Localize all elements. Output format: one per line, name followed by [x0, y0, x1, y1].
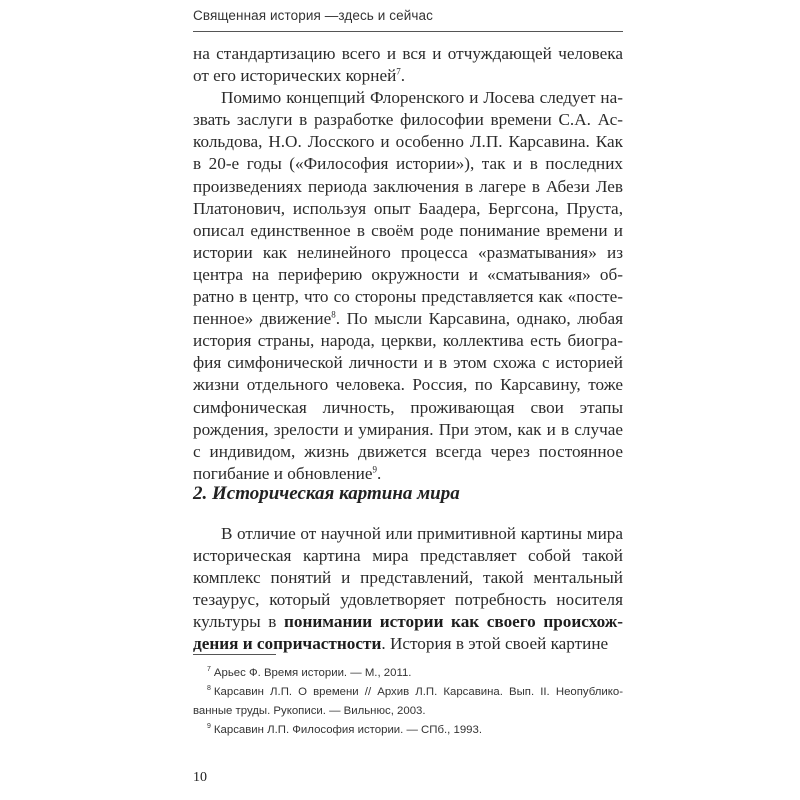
paragraph-karsavin: [193, 87, 623, 485]
paragraph-karsavin-end: .: [376, 463, 382, 483]
paragraph-continued-end: .: [400, 66, 406, 86]
section-text-end: . История в этой своей картине: [381, 634, 609, 654]
book-page: [193, 0, 623, 800]
section-body: [193, 523, 623, 656]
body-text: [193, 43, 623, 485]
footnote-8: [193, 683, 623, 721]
page-number: 10: [193, 770, 207, 785]
footnote-7: [193, 664, 623, 683]
footnote-text: Карсавин Л.П. О времени // Архив Л.П. Карсавина. Вып. II. Неопубликованные труды. Рукописи. — Вильнюс, 2003.: [193, 686, 623, 717]
footnote-ref-7: 7: [396, 66, 401, 77]
footnotes: [193, 664, 623, 740]
footnote-text: Арьес Ф. Время истории. — М., 2011.: [213, 667, 412, 679]
paragraph-karsavin-text-2: . По мысли Карсавина, однако, любая история страны, народа, церкви, коллектива есть биография симфонической личности и в этом схожа с историей жизни отдельного человека. Россия, по Карсавину, тоже симфоническая личность, проживающая свои этапы рождения, зрелости и умирания. При этом, как и в случае с индивидом, жизнь движется всегда через постоянное погибание и обновление: [193, 309, 623, 483]
footnote-ref-9: 9: [372, 464, 377, 475]
footnote-9: [193, 721, 623, 740]
header-rule: [193, 31, 623, 32]
section-paragraph: [193, 523, 623, 656]
footnote-ref-8: 8: [331, 309, 336, 320]
footnote-text: Карсавин Л.П. Философия истории. — СПб., 1993.: [213, 724, 482, 736]
footnote-rule: [193, 654, 276, 655]
paragraph-karsavin-text-1: Помимо концепций Флоренского и Лосева следует назвать заслуги в разработке философии времени С.А. Аскольдова, Н.О. Лосского и особенно Л.П. Карсавина. Как в 20-е годы («Философия истории»), так и в последних произведениях периода заключения в лагере в Абези Лев Платонович, используя опыт Баадера, Бергсона, Пруста, описал единственное в своём роде понимание времени и истории как нелинейного процесса «разматывания» из центра на периферию окружности и «сматывания» обратно в центр, что со стороны представляется как «постепенное» движение: [193, 88, 623, 329]
section-heading: 2. Историческая картина мира: [193, 483, 460, 504]
footnote-number: 9: [207, 723, 211, 731]
footnote-number: 7: [207, 666, 211, 674]
paragraph-continued: [193, 43, 623, 87]
footnote-number: 8: [207, 685, 211, 693]
section-text-start: В отличие от научной или примитивной картины мира историческая картина мира представляет собой такой комплекс понятий и представлений, такой ментальный тезаурус, который удовлетворяет потребность носителя культуры в: [193, 524, 623, 632]
paragraph-continued-text: на стандартизацию всего и вся и отчуждающей человека от его исторических корней: [193, 44, 623, 86]
running-head: Священная история —здесь и сейчас: [193, 8, 433, 23]
section-text-bold: понимании истории как своего происхождения и сопричастности: [193, 612, 623, 654]
